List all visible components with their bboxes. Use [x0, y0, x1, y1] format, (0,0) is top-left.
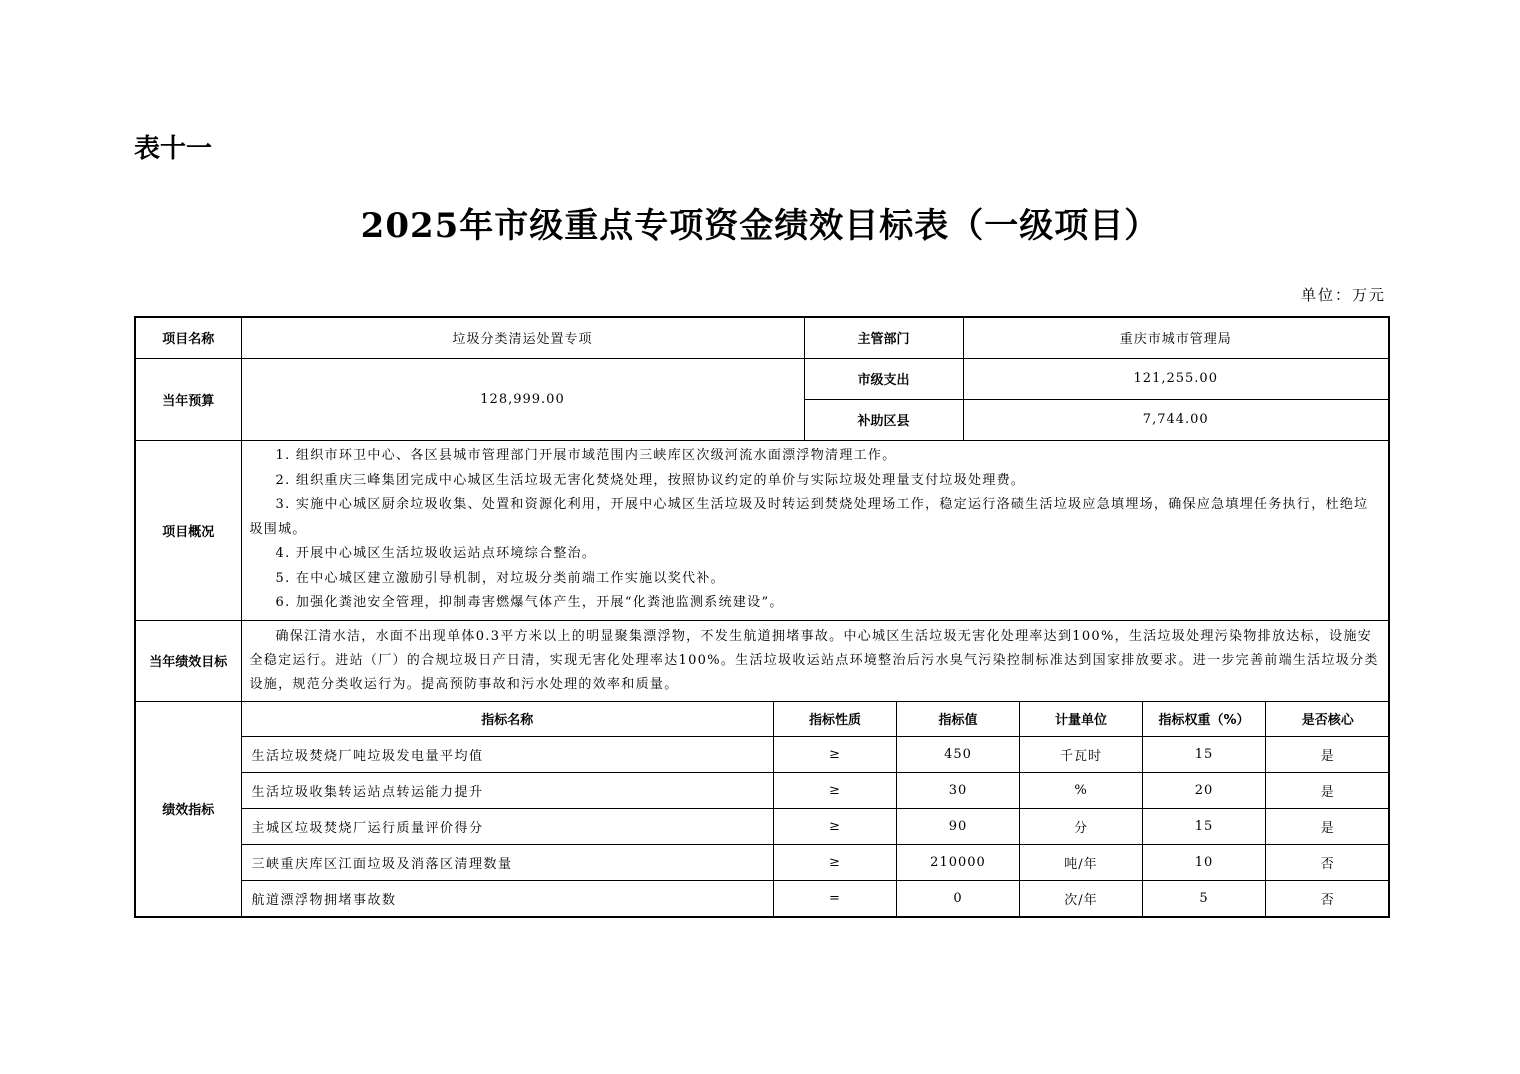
header-weight: 指标权重（%）: [1143, 702, 1266, 737]
indicator-is-core: 是: [1266, 736, 1390, 772]
indicators-header-row: [242, 702, 1390, 737]
indicator-weight: 5: [1143, 880, 1266, 916]
indicator-weight: 10: [1143, 844, 1266, 880]
indicator-value: 210000: [897, 844, 1020, 880]
overview-paragraph: 6. 加强化粪池安全管理，抑制毒害燃爆气体产生，开展“化粪池监测系统建设”。: [275, 595, 784, 611]
page-title: 2025年市级重点专项资金绩效目标表（一级项目）: [360, 206, 1160, 246]
unit-label: 单位：万元: [1300, 286, 1386, 304]
indicator-is-core: 是: [1266, 772, 1390, 808]
city-expense-label: 市级支出: [804, 358, 963, 399]
indicator-unit: 分: [1020, 808, 1143, 844]
overview-content: [241, 440, 1389, 620]
overview-paragraph: 5. 在中心城区建立激励引导机制，对垃圾分类前端工作实施以奖代补。: [275, 570, 725, 586]
row-overview: [135, 440, 1389, 620]
overview-label: 项目概况: [135, 440, 241, 620]
indicator-nature: ≥: [774, 844, 897, 880]
header-indicator-nature: 指标性质: [774, 702, 897, 737]
dept-label: 主管部门: [804, 317, 963, 358]
table-row: [242, 880, 1390, 916]
indicator-value: 450: [897, 736, 1020, 772]
indicator-nature: ≥: [774, 772, 897, 808]
performance-table: [134, 316, 1390, 918]
indicators-cell: [241, 701, 1389, 917]
header-indicator-value: 指标值: [897, 702, 1020, 737]
table-row: [242, 772, 1390, 808]
table-row: [242, 808, 1390, 844]
indicator-nature: =: [774, 880, 897, 916]
header-unit: 计量单位: [1020, 702, 1143, 737]
project-name-value: 垃圾分类清运处置专项: [241, 317, 804, 358]
indicator-nature: ≥: [774, 808, 897, 844]
indicator-unit: %: [1020, 772, 1143, 808]
overview-paragraph: 3. 实施中心城区厨余垃圾收集、处置和资源化利用，开展中心城区生活垃圾及时转运到焚烧处理场工作，稳定运行洛碛生活垃圾应急填埋场，确保应急填埋任务执行，杜绝垃圾围城。: [249, 497, 1369, 537]
row-budget: [135, 358, 1389, 399]
row-goal: [135, 620, 1389, 701]
table-label: 表十一: [134, 134, 213, 164]
indicator-name: 生活垃圾收集转运站点转运能力提升: [242, 772, 774, 808]
indicator-unit: 吨/年: [1020, 844, 1143, 880]
city-expense-value: 121,255.00: [963, 358, 1389, 399]
budget-label: 当年预算: [135, 358, 241, 440]
dept-value: 重庆市城市管理局: [963, 317, 1389, 358]
indicators-label: 绩效指标: [135, 701, 241, 917]
overview-paragraph: 4. 开展中心城区生活垃圾收运站点环境综合整治。: [275, 546, 597, 562]
budget-value: 128,999.00: [241, 358, 804, 440]
header-is-core: 是否核心: [1266, 702, 1390, 737]
indicator-name: 主城区垃圾焚烧厂运行质量评价得分: [242, 808, 774, 844]
goal-content: 确保江清水洁，水面不出现单体0.3平方米以上的明显聚集漂浮物，不发生航道拥堵事故。中心城区生活垃圾无害化处理率达到100%，生活垃圾处理污染物排放达标，设施安全稳定运行。进站（厂）的合规垃圾日产日清，实现无害化处理率达100%。生活垃圾收运站点环境整治后污水臭气污染控制标准达到国家排放要求。进一步完善前端生活垃圾分类设施，规范分类收运行为。提高预防事故和污水处理的效率和质量。: [241, 620, 1389, 701]
indicator-name: 三峡重庆库区江面垃圾及消落区清理数量: [242, 844, 774, 880]
county-subsidy-label: 补助区县: [804, 399, 963, 440]
indicator-nature: ≥: [774, 736, 897, 772]
indicator-is-core: 否: [1266, 880, 1390, 916]
overview-paragraph: 2. 组织重庆三峰集团完成中心城区生活垃圾无害化焚烧处理，按照协议约定的单价与实际垃圾处理量支付垃圾处理费。: [275, 472, 1026, 488]
indicator-is-core: 是: [1266, 808, 1390, 844]
header-indicator-name: 指标名称: [242, 702, 774, 737]
indicators-table: [242, 702, 1390, 916]
indicator-value: 30: [897, 772, 1020, 808]
row-project-name: [135, 317, 1389, 358]
indicator-weight: 15: [1143, 736, 1266, 772]
indicator-value: 90: [897, 808, 1020, 844]
indicator-weight: 15: [1143, 808, 1266, 844]
indicator-value: 0: [897, 880, 1020, 916]
goal-label: 当年绩效目标: [135, 620, 241, 701]
indicator-is-core: 否: [1266, 844, 1390, 880]
indicator-unit: 千瓦时: [1020, 736, 1143, 772]
row-indicators: [135, 701, 1389, 917]
county-subsidy-value: 7,744.00: [963, 399, 1389, 440]
project-name-label: 项目名称: [135, 317, 241, 358]
indicator-name: 航道漂浮物拥堵事故数: [242, 880, 774, 916]
table-row: [242, 844, 1390, 880]
overview-paragraph: 1. 组织市环卫中心、各区县城市管理部门开展市域范围内三峡库区次级河流水面漂浮物清理工作。: [275, 448, 897, 464]
table-row: [242, 736, 1390, 772]
indicator-name: 生活垃圾焚烧厂吨垃圾发电量平均值: [242, 736, 774, 772]
indicator-unit: 次/年: [1020, 880, 1143, 916]
indicator-weight: 20: [1143, 772, 1266, 808]
